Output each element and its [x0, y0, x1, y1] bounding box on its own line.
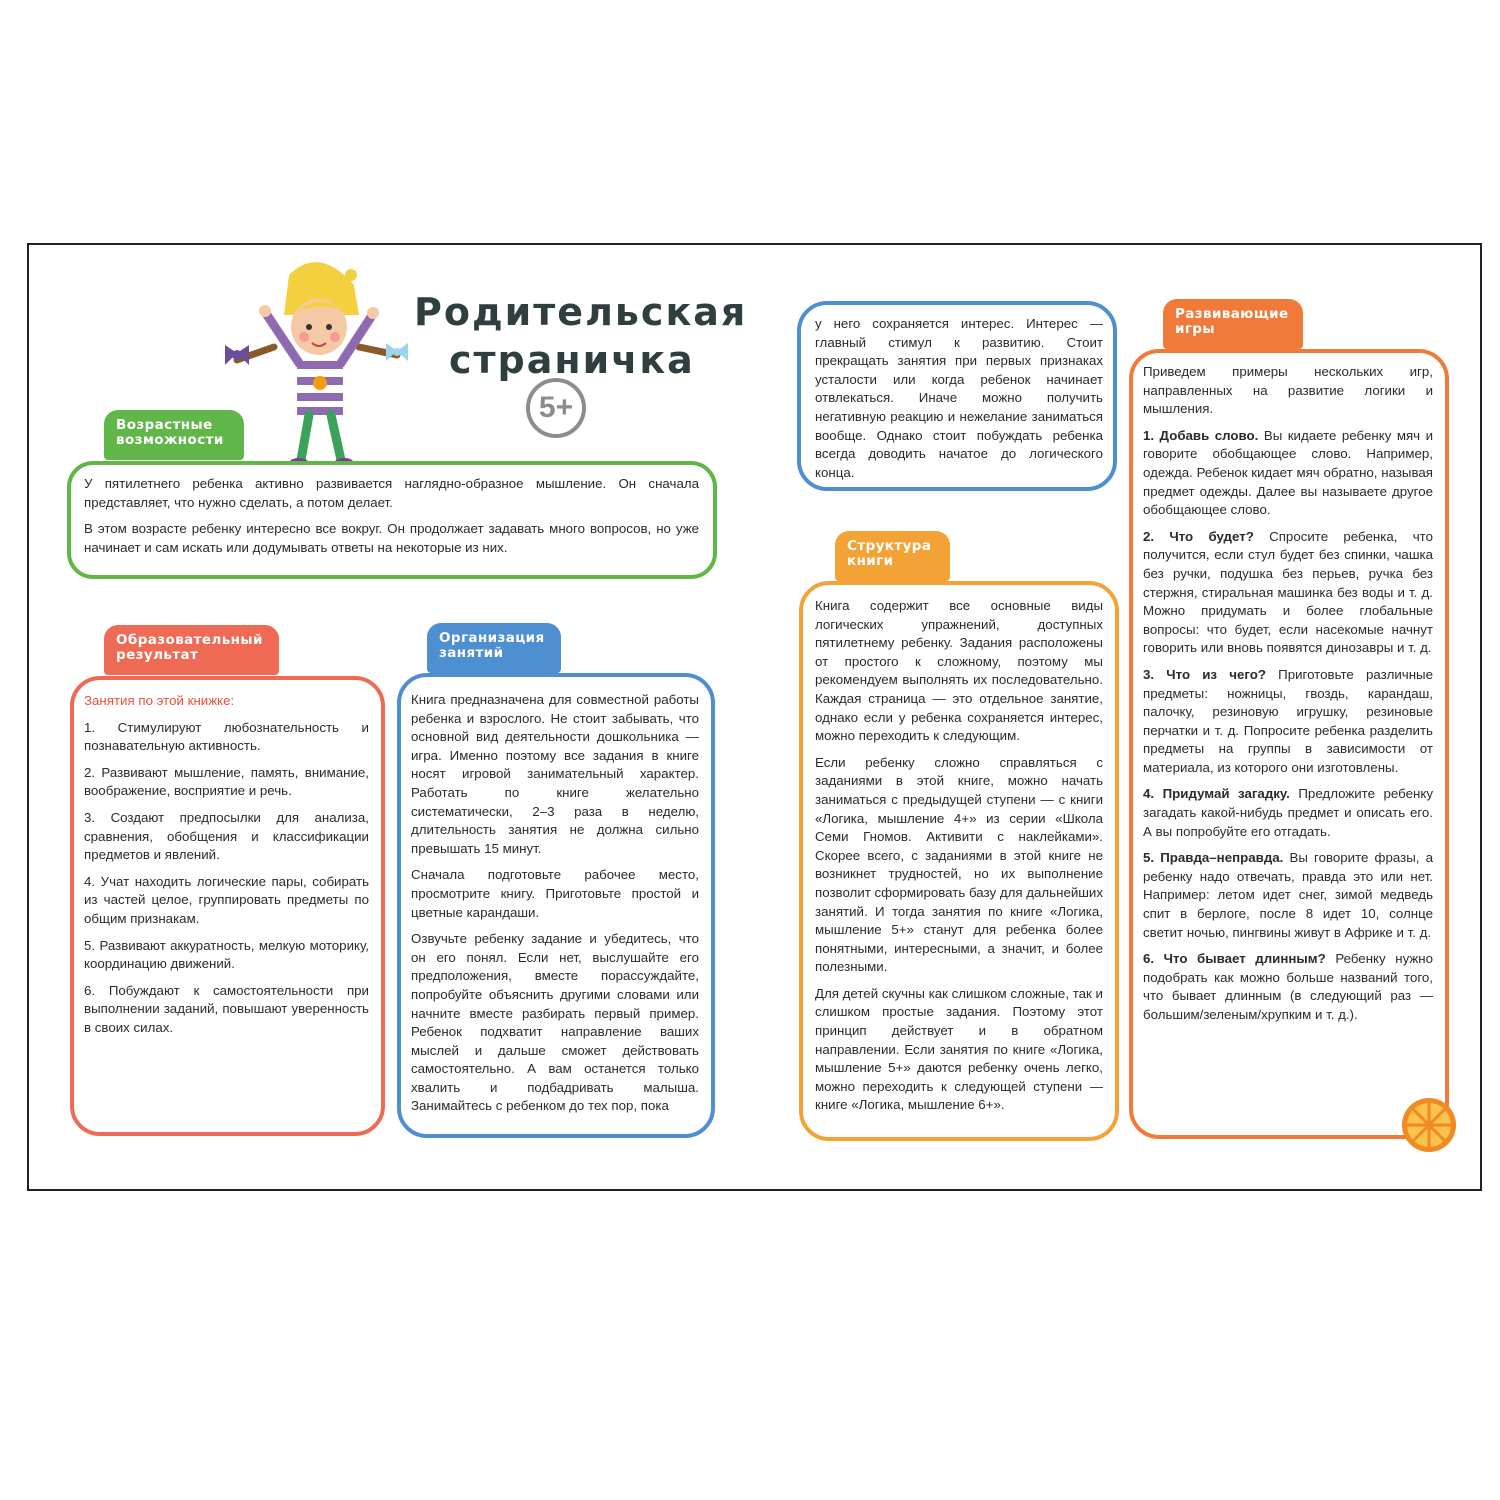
edu-item-2: 2. Развивают мышление, память, внимание, воображение, восприятие и речь.: [84, 764, 369, 799]
age-tab: Возрастные возможности: [104, 410, 244, 460]
games-tab: Развивающие игры: [1163, 299, 1303, 349]
org-tab: Организация занятий: [427, 623, 561, 673]
age-paragraph-2: В этом возрасте ребенку интересно все вокруг. Он продолжает задавать много вопросов, но уже начинает и сам искать или додумывать ответы на некоторые из них.: [84, 521, 699, 555]
org-paragraph-3: Озвучьте ребенку задание и убедитесь, что он его понял. Если нет, выслушайте его предположения, вместе порассуждайте, попробуйте объяснить другими словами или начните вместе разбирать первый пример. Ребенок подхватит направление ваших мыслей и дальше сможет действовать самостоятельно. А вам останется только хвалить и подбадривать малыша. Занимайтесь с ребенком до тех пор, пока: [411, 931, 699, 1114]
girl-illustration: [219, 255, 419, 467]
game-item-5: 5. Правда–неправда. Вы говорите фразы, а ребенку надо отвечать, правда это или нет. Например: летом идет снег, зимой медведь спит в берлоге, после 8 идет 10, солнце светит ночью, пингвины живут в Африке и т. д.: [1143, 850, 1433, 940]
game-item-1: 1. Добавь слово. Вы кидаете ребенку мяч и говорите обобщающее слово. Например, одежда. Ребенок кидает мяч обратно, называя предмет одежды. Далее вы называете другое обобщающее слово.: [1143, 427, 1434, 518]
edu-item-3: 3. Создают предпосылки для анализа, сравнения, обобщения и классификации предметов и явлений.: [84, 809, 369, 863]
page-title-line1: Родительская: [414, 290, 748, 334]
orange-slice-icon: [1400, 1096, 1458, 1154]
game-item-2: 2. Что будет? Спросите ребенка, что получится, если стул будет без спинки, чашка без ручки, подушка без перьев, ручка без стержня, стиральная машинка без воды и т. д. Можно придумать и более глобальные вопросы: что будет, если насекомые начнут говорить или вновь появятся динозавры и т. д.: [1143, 528, 1433, 656]
structure-tab: Структура книги: [835, 531, 950, 581]
org-paragraph-2: Сначала подготовьте рабочее место, просмотрите книгу. Приготовьте простой и цветные карандаши.: [411, 867, 699, 920]
structure-paragraph-2: Если ребенку сложно справляться с заданиями в этой книге, можно начать заниматься с предыдущей ступени — с книги «Логика, мышление 4+» из серии «Школа Семи Гномов. Активити с наклейками». Скорее всего, с заданиями в этой книге не возникнет трудностей, но их выполнение позволит сформировать базу для дальнейших занятий. И тогда занятия по книге «Логика, мышление 5+» станут для ребенка более понятными, интересными, а значит, и более полезными.: [815, 754, 1104, 975]
age-text: [84, 475, 699, 565]
structure-paragraph-1: Книга содержит все основные виды логических упражнений, доступных пятилетнему ребенку. Задания расположены от простого к сложному, поэтому мы рекомендуем выполнять их последовательно. Каждая страница — это отдельное занятие, однако если у ребенка сохраняется интерес, можно переходить к следующим.: [815, 598, 1103, 744]
page-title-line2: страничка: [449, 338, 695, 382]
org-text: [411, 691, 699, 1124]
game-item-4: 4. Придумай загадку. Предложите ребенку загадать какой-нибудь предмет и описать его. А вы попробуйте его отгадать.: [1143, 786, 1433, 839]
edu-tab: Образовательный результат: [104, 625, 279, 675]
game-item-3: 3. Что из чего? Приготовьте различные предметы: ножницы, гвоздь, карандаш, палочку, резиновую игрушку, резиновые перчатки и т. д. Попросите ребенка разделить предметы на группы в зависимости от материала, из которого они изготовлены.: [1143, 666, 1433, 775]
continuation-paragraph: у него сохраняется интерес. Интерес — главный стимул к развитию. Стоит прекращать занятия при первых признаках усталости или когда ребенок начинает отвлекаться. Иначе можно получить негативную реакцию и нежелание заниматься вообще. Однако стоит побуждать ребенка всегда доводить начатое до логического конца.: [815, 316, 1103, 480]
age-paragraph-1: У пятилетнего ребенка активно развивается наглядно-образное мышление. Он сначала представляет, что нужно сделать, а потом делает.: [84, 476, 699, 510]
book-spread: [27, 243, 1482, 1191]
edu-item-4: 4. Учат находить логические пары, собирать из частей целое, группировать предметы по общим признакам.: [84, 873, 369, 926]
edu-item-6: 6. Побуждают к самостоятельности при выполнении заданий, повышают уверенность в своих силах.: [84, 982, 369, 1035]
structure-paragraph-3: Для детей скучны как слишком сложные, так и слишком простые задания. Поэтому этот принцип действует и в обратном направлении. Если занятия по книге «Логика, мышление 5+» даются ребенку очень легко, можно переходить к следующей ступени — книге «Логика, мышление 6+».: [815, 985, 1103, 1113]
games-text: [1143, 363, 1433, 1033]
continuation-text: [815, 315, 1103, 490]
games-intro: Приведем примеры нескольких игр, направленных на развитие логики и мышления.: [1143, 364, 1433, 417]
edu-item-5: 5. Развивают аккуратность, мелкую моторику, координацию движений.: [84, 937, 369, 972]
game-item-6: 6. Что бывает длинным? Ребенку нужно подобрать как можно больше названий того, что бывает длинным (в следующий раз — большим/зеленым/хрупким и т. д.).: [1143, 951, 1434, 1022]
age-badge: 5+: [526, 378, 586, 438]
edu-lead: Занятия по этой книжке:: [84, 693, 235, 708]
edu-item-1: 1. Стимулируют любознательность и познавательную активность.: [84, 719, 369, 754]
structure-text: [815, 597, 1103, 1123]
org-paragraph-1: Книга предназначена для совместной работы ребенка и взрослого. Не стоит забывать, что основной вид деятельности дошкольника — игра. Именно поэтому все задания в книге носят игровой занимательный характер. Работать по книге желательно систематически, 2–3 раза в неделю, длительность занятия не должна сильно превышать 15 минут.: [411, 692, 699, 856]
edu-text: [84, 692, 369, 1046]
